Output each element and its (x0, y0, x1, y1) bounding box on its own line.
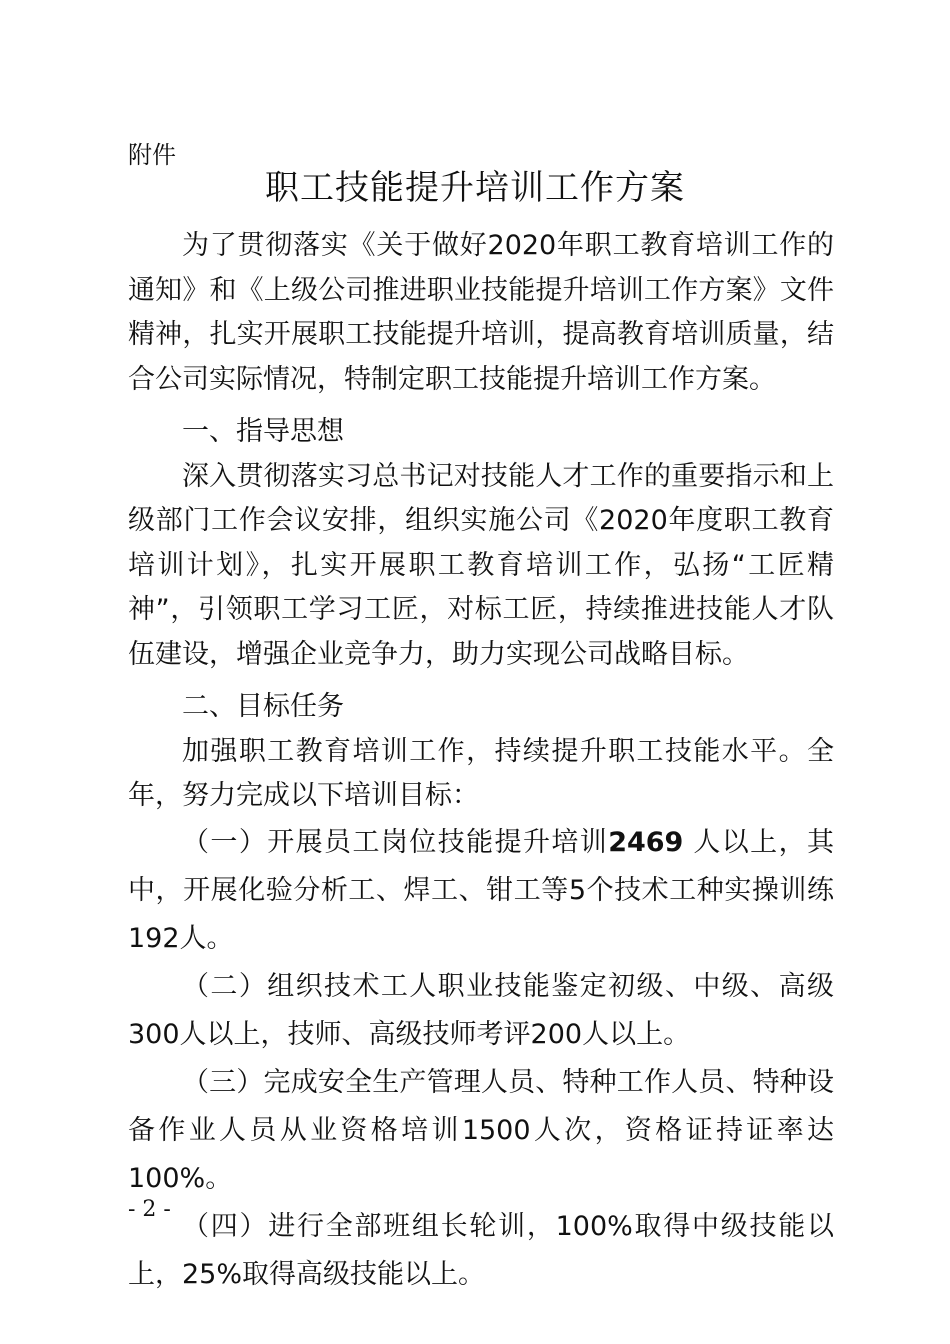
objectives-paragraph: 加强职工教育培训工作，持续提升职工技能水平。全年，努力完成以下培训目标： (128, 735, 834, 811)
objective-item-prefix: （一）开展员工岗位技能提升培训 (182, 826, 609, 858)
objective-item-suffix: 人以上，其中，开展化验分析工、焊工、钳工等5个技术工种实操训练192人。 (128, 826, 834, 954)
document-body (128, 224, 834, 1299)
page-number: - 2 - (128, 1197, 171, 1222)
intro-paragraph: 为了贯彻落实《关于做好2020年职工教育培训工作的通知》和《上级公司推进职业技能提升培训工作方案》文件精神，扎实开展职工技能提升培训，提高教育培训质量，结合公司实际情况，特制定职工技能提升培训工作方案。 (128, 230, 834, 395)
section-heading-guiding-thought: 一、指导思想 (182, 416, 344, 447)
objective-item: （二）组织技术工人职业技能鉴定初级、中级、高级 300人以上，技师、高级技师考评200人以上。 (128, 970, 834, 1050)
document-title: 职工技能提升培训工作方案 (265, 168, 685, 208)
attachment-label: 附件 (128, 141, 176, 169)
guiding-thought-paragraph: 深入贯彻落实习总书记对技能人才工作的重要指示和上级部门工作会议安排，组织实施公司《2020年度职工教育培训计划》，扎实开展职工教育培训工作，弘扬“工匠精神”，引领职工学习工匠，对标工匠，持续推进技能人才队伍建设，增强企业竞争力，助力实现公司战略目标。 (128, 460, 834, 670)
objective-item (128, 819, 834, 963)
section-heading-objectives: 二、目标任务 (182, 691, 344, 722)
objective-item: （四）进行全部班组长轮训，100%取得中级技能以上，25%取得高级技能以上。 (128, 1210, 834, 1290)
objective-item: （三）完成安全生产管理人员、特种工作人员、特种设备作业人员从业资格培训1500人次，资格证持证率达100%。 (128, 1066, 834, 1194)
objective-item-highlight: 2469 (608, 826, 684, 858)
